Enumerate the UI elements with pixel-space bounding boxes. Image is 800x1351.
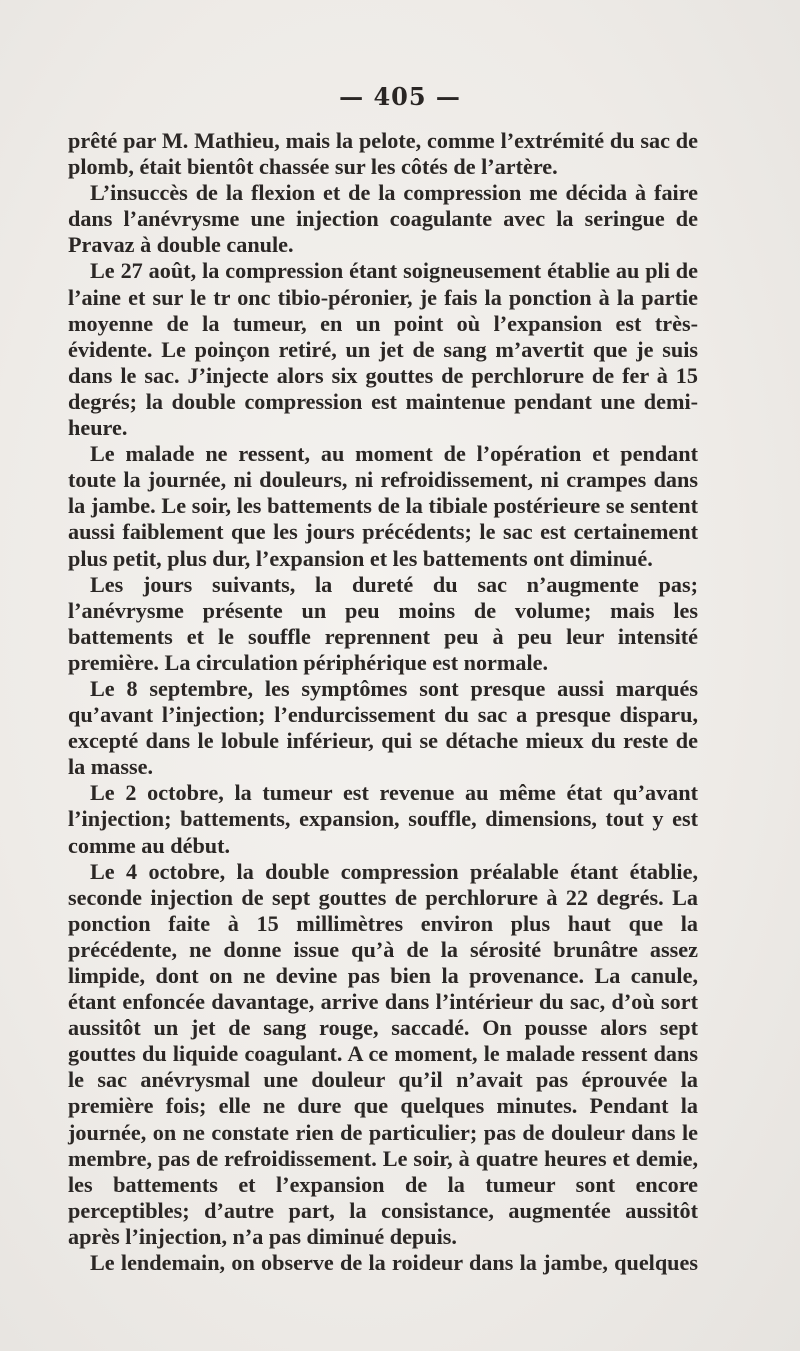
paragraph: prêté par M. Mathieu, mais la pelote, comme l’extrémité du sac de plomb, était bientôt chassée sur les côtés de l’artère. [68,128,698,180]
paragraph: Le malade ne ressent, au moment de l’opération et pendant toute la journée, ni douleurs, ni refroidissement, ni crampes dans la jambe. Le soir, les battements de la tibiale postérieure se sentent aussi faiblement que les jours précédents; le sac est certainement plus petit, plus dur, l’expansion et les battements ont diminué. [68,441,698,571]
paragraph: Le 2 octobre, la tumeur est revenue au même état qu’avant l’injection; battements, expansion, souffle, dimensions, tout y est comme au début. [68,780,698,858]
paragraph: Le 27 août, la compression étant soigneusement établie au pli de l’aine et sur le tr onc tibio-péronier, je fais la ponction à la partie moyenne de la tumeur, en un point où l’expansion est très-évidente. Le poinçon retiré, un jet de sang m’avertit que je suis dans le sac. J’injecte alors six gouttes de perchlorure de fer à 15 degrés; la double compression est maintenue pendant une demi-heure. [68,258,698,441]
paragraph: L’insuccès de la flexion et de la compression me décida à faire dans l’anévrysme une injection coagulante avec la seringue de Pravaz à double canule. [68,180,698,258]
page-number: — 405 — [339,82,461,111]
body-text [68,128,698,1276]
paragraph: Le 8 septembre, les symptômes sont presque aussi marqués qu’avant l’injection; l’endurcissement du sac a presque disparu, excepté dans le lobule inférieur, qui se détache mieux du reste de la masse. [68,675,698,780]
paragraph: Les jours suivants, la dureté du sac n’augmente pas; l’anévrysme présente un peu moins de volume; mais les battements et le souffle reprennent peu à peu leur intensité première. La circulation périphérique est normale. [68,571,698,675]
paragraph: Le 4 octobre, la double compression préalable étant établie, seconde injection de sept gouttes de perchlorure à 22 degrés. La ponction faite à 15 millimètres environ plus haut que la précédente, ne donne issue qu’à de la sérosité brunâtre assez limpide, dont on ne devine pas bien la provenance. La canule, étant enfoncée davantage, arrive dans l’intérieur du sac, d’où sort aussitôt un jet de sang rouge, saccadé. On pousse alors sept gouttes du liquide coagulant. A ce moment, le malade ressent dans le sac anévrysmal une douleur qu’il n’avait pas éprouvée la première fois; elle ne dure que quelques minutes. Pendant la journée, on ne constate rien de particulier; pas de douleur dans le membre, pas de refroidissement. Le soir, à quatre heures et demie, les battements et l’expansion de la tumeur sont encore perceptibles; d’autre part, la consistance, augmentée aussitôt après l’injection, n’a pas diminué depuis. [68,858,698,1249]
paragraph: Le lendemain, on observe de la roideur dans la jambe, quelques [90,1250,698,1276]
